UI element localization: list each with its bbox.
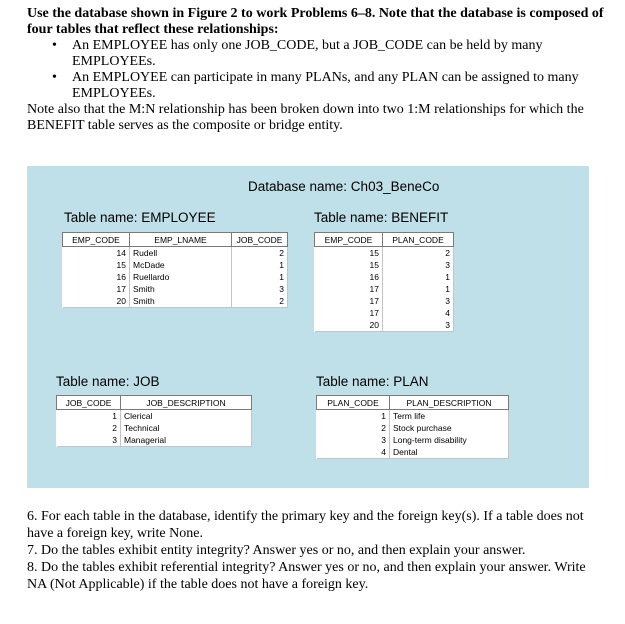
column-header: PLAN_CODE	[317, 396, 390, 410]
table-cell: 1	[232, 259, 288, 271]
table-row	[63, 247, 288, 260]
column-header: EMP_LNAME	[130, 233, 232, 247]
employee-table-title: Table name: EMPLOYEE	[64, 210, 216, 225]
table-cell: Dental	[390, 446, 509, 459]
table-cell: 17	[315, 295, 383, 307]
table-cell: 1	[232, 271, 288, 283]
table-row	[315, 247, 454, 260]
table-cell: 1	[383, 283, 454, 295]
table-row	[315, 283, 454, 295]
table-cell: 16	[315, 271, 383, 283]
column-header: EMP_CODE	[63, 233, 130, 247]
table-cell: Long-term disability	[390, 434, 509, 446]
job-table	[56, 395, 252, 447]
column-header: PLAN_CODE	[383, 233, 454, 247]
benefit-table-title: Table name: BENEFIT	[314, 210, 449, 225]
table-cell: 15	[315, 247, 383, 260]
table-row	[315, 271, 454, 283]
table-cell: 14	[63, 247, 130, 260]
table-cell: 15	[315, 259, 383, 271]
table-header-row	[315, 233, 454, 247]
table-header-row	[57, 396, 252, 410]
table-row	[57, 410, 252, 423]
table-cell: 2	[57, 422, 121, 434]
column-header: JOB_CODE	[232, 233, 288, 247]
table-cell: 17	[315, 307, 383, 319]
table-row	[317, 422, 509, 434]
table-cell: Clerical	[121, 410, 252, 423]
questions	[27, 508, 607, 593]
table-cell: 3	[57, 434, 121, 447]
table-row	[317, 410, 509, 423]
table-cell: 3	[383, 295, 454, 307]
column-header: PLAN_DESCRIPTION	[390, 396, 509, 410]
table-row	[315, 259, 454, 271]
table-cell: Rudell	[130, 247, 232, 260]
plan-table-title: Table name: PLAN	[316, 374, 429, 389]
table-cell: 2	[232, 247, 288, 260]
question-6: 6. For each table in the database, identify the primary key and the foreign key(s). If a table does not have a foreign key, write None.	[27, 509, 584, 541]
plan-table	[316, 395, 509, 459]
table-header-row	[63, 233, 288, 247]
database-figure	[27, 166, 589, 488]
question-7: 7. Do the tables exhibit entity integrity? Answer yes or no, and then explain your answer.	[27, 543, 526, 558]
table-row	[57, 422, 252, 434]
table-cell: 15	[63, 259, 130, 271]
table-row	[63, 271, 288, 283]
table-cell: Smith	[130, 295, 232, 308]
table-cell: Managerial	[121, 434, 252, 447]
table-row	[63, 259, 288, 271]
relationship-list	[27, 38, 607, 102]
table-cell: Smith	[130, 283, 232, 295]
table-row	[317, 446, 509, 459]
benefit-table	[314, 232, 454, 332]
table-header-row	[317, 396, 509, 410]
table-cell: 3	[232, 283, 288, 295]
table-row	[317, 434, 509, 446]
table-cell: 17	[63, 283, 130, 295]
table-cell: 3	[317, 434, 390, 446]
table-cell: Term life	[390, 410, 509, 423]
column-header: JOB_DESCRIPTION	[121, 396, 252, 410]
database-title: Database name: Ch03_BeneCo	[248, 179, 440, 194]
table-cell: 4	[383, 307, 454, 319]
table-row	[315, 307, 454, 319]
employee-table	[62, 232, 288, 308]
table-cell: 1	[57, 410, 121, 423]
table-cell: 1	[317, 410, 390, 423]
table-cell: 20	[63, 295, 130, 308]
intro-note: Note also that the M:N relationship has been broken down into two 1:M relationships for which the BENEFIT table serves as the composite or bridge entity.	[27, 102, 584, 133]
table-cell: 3	[383, 319, 454, 332]
table-cell: Ruellardo	[130, 271, 232, 283]
table-row	[63, 283, 288, 295]
table-row	[57, 434, 252, 447]
table-row	[63, 295, 288, 308]
table-cell: McDade	[130, 259, 232, 271]
problem-intro	[27, 6, 607, 134]
table-cell: 2	[317, 422, 390, 434]
table-cell: 16	[63, 271, 130, 283]
table-cell: 4	[317, 446, 390, 459]
table-cell: 1	[383, 271, 454, 283]
table-cell: Technical	[121, 422, 252, 434]
relationship-bullet: • An EMPLOYEE can participate in many PLANs, and any PLAN can be assigned to many EMPLOYEEs.	[27, 70, 607, 102]
table-row	[315, 319, 454, 332]
table-cell: 3	[383, 259, 454, 271]
column-header: EMP_CODE	[315, 233, 383, 247]
table-cell: 17	[315, 283, 383, 295]
question-8: 8. Do the tables exhibit referential integrity? Answer yes or no, and then explain your answer. Write NA (Not Applicable) if the table does not have a foreign key.	[27, 560, 586, 592]
intro-heading: Use the database shown in Figure 2 to work Problems 6–8. Note that the database is composed of four tables that reflect these relationships:	[27, 6, 604, 37]
job-table-title: Table name: JOB	[56, 374, 160, 389]
table-cell: 20	[315, 319, 383, 332]
table-cell: 2	[383, 247, 454, 260]
table-cell: Stock purchase	[390, 422, 509, 434]
table-row	[315, 295, 454, 307]
table-cell: 2	[232, 295, 288, 308]
column-header: JOB_CODE	[57, 396, 121, 410]
relationship-bullet: • An EMPLOYEE has only one JOB_CODE, but a JOB_CODE can be held by many EMPLOYEEs.	[27, 38, 607, 70]
